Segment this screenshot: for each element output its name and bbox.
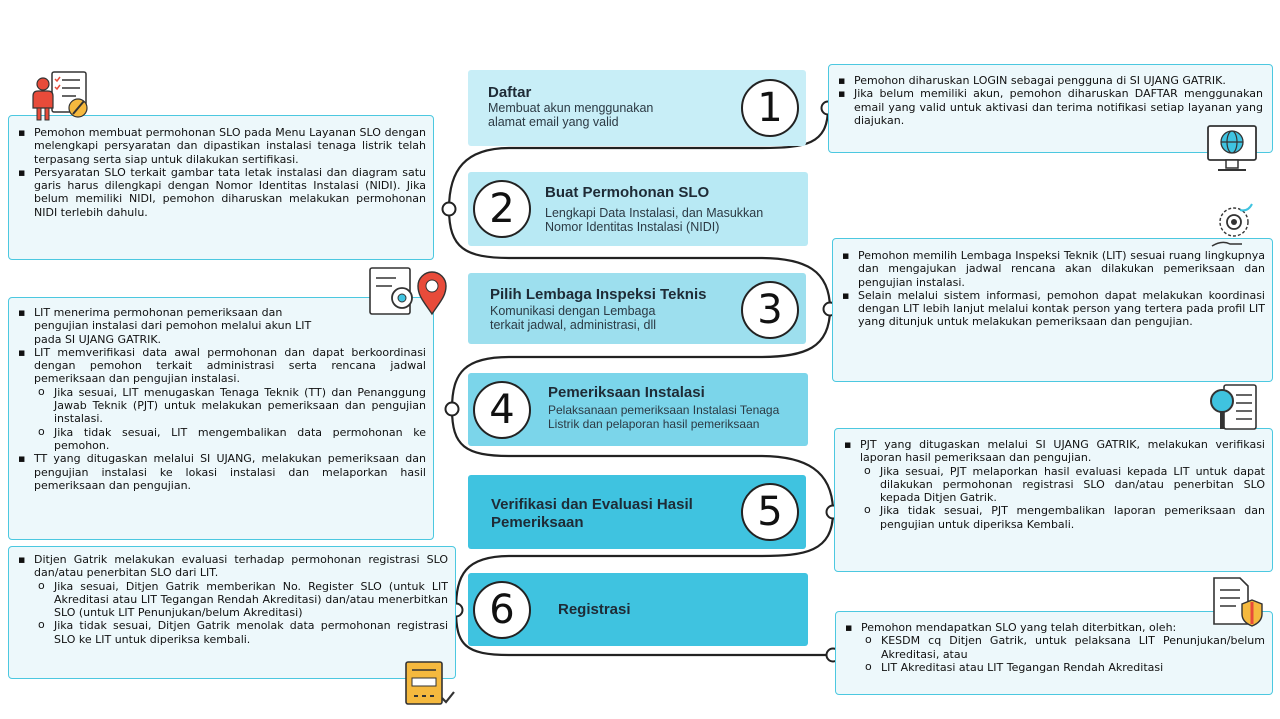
step-5-title: Verifikasi dan Evaluasi Hasil Pemeriksaan: [491, 496, 693, 531]
info-item: ▪ Pemohon memilih Lembaga Inspeksi Teknik (LIT) sesuai ruang lingkupnya dan mengajukan jadwal rencana akan dilakukan pemeriksaan dan pengujian instalasi.: [858, 249, 1265, 289]
step-3-info-box: [832, 238, 1273, 382]
magnifier-report-icon: [1206, 383, 1260, 435]
info-item-text: PJT yang ditugaskan melalui SI UJANG GATRIK, melakukan verifikasi laporan hasil pemeriksaan dan pengujian.: [860, 438, 1265, 465]
step-4-subtitle: Pelaksanaan pemeriksaan Instalasi Tenaga Listrik dan pelaporan hasil pemeriksaan: [548, 403, 780, 431]
step-5-number: 5: [741, 483, 799, 541]
globe-monitor-icon: [1206, 124, 1258, 176]
info-item: [860, 438, 1265, 531]
step-4-title: Pemeriksaan Instalasi: [548, 384, 705, 401]
info-subitem: o Jika tidak sesuai, Ditjen Gatrik menolak data permohonan registrasi SLO ke LIT untuk diperiksa kembali.: [54, 619, 448, 646]
step-6-left-info-box: [8, 546, 456, 679]
info-subitem: o Jika tidak sesuai, PJT mengembalikan laporan pemeriksaan dan pengujian untuk diperiksa Kembali.: [880, 504, 1265, 531]
info-subitem: o LIT Akreditasi atau LIT Tegangan Rendah Akreditasi: [881, 661, 1265, 674]
step-2-title: Buat Permohonan SLO: [545, 184, 710, 201]
step-3-number: 3: [741, 281, 799, 339]
step-3-title: Pilih Lembaga Inspeksi Teknis: [490, 286, 707, 303]
info-item: ▪ TT yang ditugaskan melalui SI UJANG, melakukan pemeriksaan dan pengujian instalasi ke lokasi instalasi dan melaporkan hasil pemeriksaan dan pengujian.: [34, 452, 426, 492]
step-3-subtitle: Komunikasi dengan Lembaga terkait jadwal, administrasi, dll: [490, 304, 657, 332]
step-5-info-box: [834, 428, 1273, 572]
step-6-title: Registrasi: [558, 601, 631, 618]
settings-hands-icon: [1208, 200, 1260, 252]
info-item: [861, 621, 1265, 674]
info-item: ▪ Persyaratan SLO terkait gambar tata letak instalasi dan diagram satu garis harus dilengkapi dengan Nomor Identitas Instalasi (NIDI). Jika belum memiliki NIDI, pemohon diharuskan melakukan permohonan NIDI terlebih dahulu.: [34, 166, 426, 219]
person-checklist-icon: [30, 70, 92, 122]
step-6-right-info-box: [835, 611, 1273, 695]
step-4-info-box: [8, 297, 434, 540]
step-6-number: 6: [473, 581, 531, 639]
info-item: ▪ LIT menerima permohonan pemeriksaan dan pengujian instalasi dari pemohon melalui akun LIT pada SI UJANG GATRIK.: [34, 306, 426, 346]
certificate-check-icon: [404, 660, 456, 710]
step-2-number: 2: [473, 180, 531, 238]
step-1-title: Daftar: [488, 84, 532, 101]
step-2-subtitle: Lengkapi Data Instalasi, dan Masukkan Nomor Identitas Instalasi (NIDI): [545, 206, 764, 234]
connector-dot: [443, 203, 456, 216]
step-2-info-box: [8, 115, 434, 260]
document-gear-location-icon: [366, 264, 452, 320]
info-item-text: Ditjen Gatrik melakukan evaluasi terhadap permohonan registrasi SLO dan/atau penerbitan SLO dari LIT.: [34, 553, 448, 580]
document-shield-icon: [1210, 576, 1266, 628]
info-subitem: o Jika sesuai, PJT melaporkan hasil evaluasi kepada LIT untuk dapat dilakukan permohonan registrasi SLO dan/atau penerbitan SLO kepada Ditjen Gatrik.: [880, 465, 1265, 505]
info-item: [34, 553, 448, 646]
info-item: ▪ Selain melalui sistem informasi, pemohon dapat melakukan koordinasi dengan LIT lebih lanjut melalui kontak person yang tertera pada profil LIT yang ditunjuk untuk melakukan pemeriksaan dan pengujian.: [858, 289, 1265, 329]
info-item-text: Pemohon mendapatkan SLO yang telah diterbitkan, oleh:: [861, 621, 1177, 634]
step-1-number: 1: [741, 79, 799, 137]
info-subitem: o KESDM cq Ditjen Gatrik, untuk pelaksana LIT Penunjukan/belum Akreditasi, atau: [881, 634, 1265, 661]
info-item: ▪ Pemohon membuat permohonan SLO pada Menu Layanan SLO dengan melengkapi persyaratan dan dipastikan instalasi tenaga listrik telah terpasang serta siap untuk dilakukan sertifikasi.: [34, 126, 426, 166]
step-1-subtitle: Membuat akun menggunakan alamat email yang valid: [488, 101, 654, 129]
info-subitem: o Jika sesuai, Ditjen Gatrik memberikan No. Register SLO (untuk LIT Akreditasi atau LIT Tegangan Rendah Akreditasi) dan/atau menerbitkan SLO (untuk LIT Penunjukan/belum Akreditasi): [54, 580, 448, 620]
info-subitem: o Jika tidak sesuai, LIT mengembalikan data permohonan ke pemohon.: [54, 426, 426, 453]
info-item-text: LIT memverifikasi data awal permohonan dan dapat berkoordinasi dengan pemohon terkait administrasi serta rencana jadwal pemeriksaan dan pengujian instalasi.: [34, 345, 426, 386]
info-subitem: o Jika sesuai, LIT menugaskan Tenaga Teknik (TT) dan Penanggung Jawab Teknik (PJT) untuk melakukan pemeriksaan dan pengujian instalasi.: [54, 386, 426, 426]
connector-dot: [446, 403, 459, 416]
info-item: ▪ Pemohon diharuskan LOGIN sebagai pengguna di SI UJANG GATRIK.: [854, 74, 1265, 87]
info-item: [34, 346, 426, 452]
step-4-number: 4: [473, 381, 531, 439]
info-item: ▪ Jika belum memiliki akun, pemohon diharuskan DAFTAR menggunakan email yang valid untuk aktivasi dan terima notifikasi setiap layanan yang diajukan.: [854, 87, 1265, 127]
